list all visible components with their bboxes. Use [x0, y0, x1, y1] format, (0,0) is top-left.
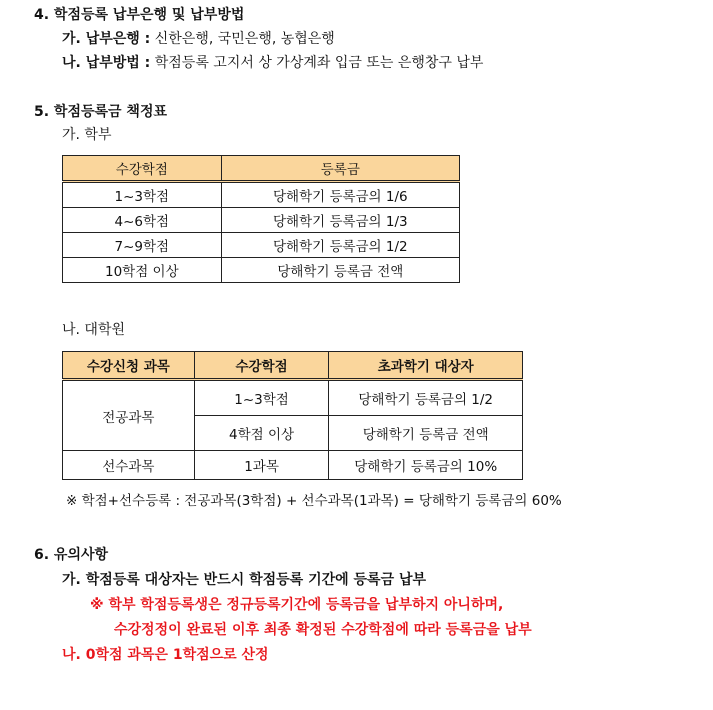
payment-method-label: 나. 납부방법 :	[62, 55, 151, 71]
table-cell: 1~3학점	[194, 380, 329, 416]
table-cell: 10학점 이상	[63, 258, 222, 283]
table-cell: 4학점 이상	[194, 416, 329, 451]
table-cell: 1과목	[194, 451, 329, 480]
undergrad-label: 가. 학부	[62, 127, 112, 143]
payment-bank-text: 신한은행, 국민은행, 농협은행	[150, 31, 335, 47]
table-cell: 당해학기 등록금의 1/2	[329, 380, 523, 416]
table-header: 수강신청 과목	[63, 352, 195, 380]
section-5-heading: 5. 학점등록금 책정표	[34, 104, 167, 120]
notice-b: 나. 0학점 과목은 1학점으로 산정	[62, 647, 269, 663]
payment-method-text: 학점등록 고지서 상 가상계좌 입금 또는 은행창구 납부	[150, 55, 484, 71]
undergrad-fee-table	[62, 155, 460, 283]
table-cell: 당해학기 등록금 전액	[221, 258, 459, 283]
table-header-row	[63, 352, 523, 380]
table-header-row	[63, 156, 460, 182]
table-header: 수강학점	[194, 352, 329, 380]
table-cell: 1~3학점	[63, 182, 222, 208]
table-header: 등록금	[221, 156, 459, 182]
section-4-heading: 4. 학점등록 납부은행 및 납부방법	[34, 7, 245, 23]
table-row	[63, 182, 460, 208]
table-cell: 당해학기 등록금의 1/3	[221, 208, 459, 233]
table-cell: 당해학기 등록금의 10%	[329, 451, 523, 480]
table-cell: 4~6학점	[63, 208, 222, 233]
table-row	[63, 208, 460, 233]
notice-red-2: 수강정정이 완료된 이후 최종 확정된 수강학점에 따라 등록금을 납부	[114, 622, 532, 638]
section-6-heading: 6. 유의사항	[34, 547, 109, 563]
table-cell: 당해학기 등록금의 1/2	[221, 233, 459, 258]
grad-label: 나. 대학원	[62, 322, 125, 338]
table-cell: 당해학기 등록금의 1/6	[221, 182, 459, 208]
table-cell: 당해학기 등록금 전액	[329, 416, 523, 451]
table-cell: 전공과목	[63, 380, 195, 451]
table-cell: 7~9학점	[63, 233, 222, 258]
table-row	[63, 451, 523, 480]
table-row	[63, 233, 460, 258]
payment-bank-label: 가. 납부은행 :	[62, 31, 151, 47]
table-cell: 선수과목	[63, 451, 195, 480]
table-row	[63, 258, 460, 283]
table-row	[63, 380, 523, 416]
table-header: 초과학기 대상자	[329, 352, 523, 380]
fee-note: ※ 학점+선수등록 : 전공과목(3학점) + 선수과목(1과목) = 당해학기 등록금의 60%	[66, 493, 562, 509]
grad-fee-table	[62, 351, 523, 480]
notice-red-1: ※ 학부 학점등록생은 정규등록기간에 등록금을 납부하지 아니하며,	[90, 597, 504, 613]
notice-a: 가. 학점등록 대상자는 반드시 학점등록 기간에 등록금 납부	[62, 572, 427, 588]
payment-bank-line	[62, 29, 335, 49]
payment-method-line	[62, 53, 483, 73]
table-header: 수강학점	[63, 156, 222, 182]
